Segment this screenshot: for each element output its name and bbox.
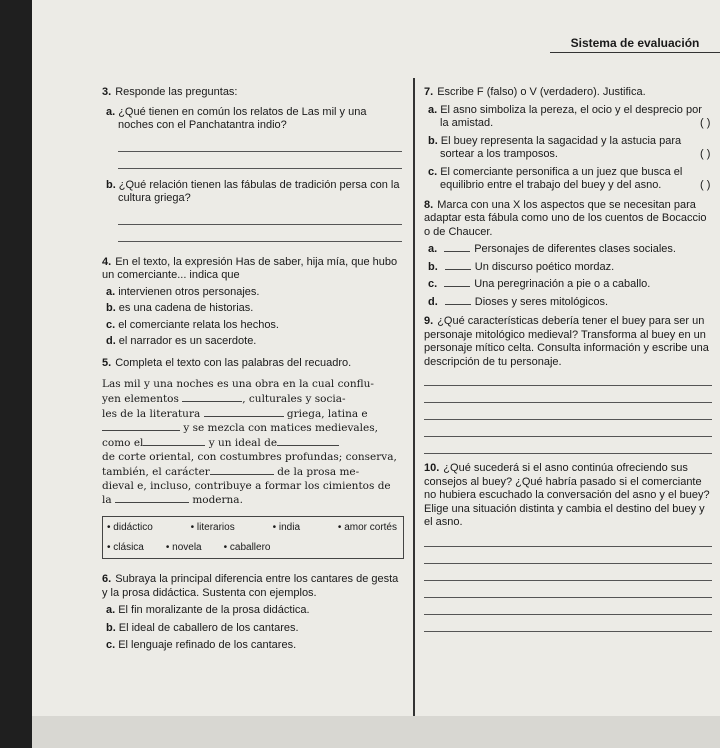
question-6: 6. Subraya la principal diferencia entre los cantares de gesta y la prosa didáctica. Sustenta con ejemplos. [102, 573, 399, 599]
column-divider [413, 78, 415, 718]
q7-item-c: c. El comerciante personifica a un juez que busca el equilibrio entre el trabajo del buey y del asno. ( ) [428, 165, 711, 191]
fill-blank[interactable] [204, 407, 284, 417]
word-bank-word: • caballero [224, 541, 271, 555]
q6-item-c: c. El lenguaje refinado de los cantares. [106, 639, 297, 652]
q4-option-d[interactable]: d. el narrador es un sacerdote. [106, 335, 257, 347]
fill-blank[interactable] [115, 493, 189, 503]
word-bank-row [103, 517, 403, 537]
q8-item-b: b. Un discurso poético mordaz. [428, 260, 615, 273]
answer-line[interactable] [424, 532, 712, 547]
answer-line[interactable] [424, 388, 712, 403]
answer-line[interactable] [424, 583, 712, 598]
page-header: Sistema de evaluación [550, 36, 720, 53]
q4-option-c[interactable]: c. el comerciante relata los hechos. [106, 318, 279, 331]
fill-blank[interactable] [182, 392, 242, 402]
question-8: 8. Marca con una X los aspectos que se necesitan para adaptar esta fábula como uno de los cuentos de Bocaccio o de Chaucer. [424, 198, 707, 238]
answer-line[interactable] [424, 617, 712, 632]
question-3: 3. Responde las preguntas: [102, 86, 238, 98]
word-bank-word: • novela [166, 541, 202, 555]
answer-line[interactable] [424, 371, 712, 386]
question-5: 5. Completa el texto con las palabras del recuadro. [102, 356, 352, 369]
mark-blank[interactable] [445, 260, 471, 270]
q7-item-a: a. El asno simboliza la pereza, el ocio y el desprecio por la amistad. ( ) [428, 103, 711, 129]
q3-item-a: a. ¿Qué tienen en común los relatos de Las mil y una noches con el Panchatantra indio? [106, 105, 367, 131]
mark-blank[interactable] [444, 242, 470, 252]
word-bank-word: • amor cortés [338, 521, 397, 535]
worksheet-page [32, 0, 720, 748]
word-bank-word: • didáctico [107, 521, 153, 535]
word-bank-row [103, 537, 403, 559]
question-9: 9. ¿Qué características debería tener el buey para ser un personaje mitológico medieval? Transforma al buey en un personaje mítico celta. Consulta información y escribe una descripción de tu personaje. [424, 315, 709, 368]
answer-line[interactable] [424, 566, 712, 581]
word-bank-word: • india [273, 521, 300, 535]
question-7: 7. Escribe F (falso) o V (verdadero). Justifica. [424, 86, 646, 98]
mark-blank[interactable] [445, 295, 471, 305]
q7-item-b: b. El buey representa la sagacidad y la astucia para sortear a los tramposos. ( ) [428, 134, 711, 160]
question-4: 4. En el texto, la expresión Has de saber, hija mía, que hubo un comerciante... indica que [102, 255, 398, 281]
fill-blank[interactable] [277, 436, 339, 446]
q4-option-b[interactable]: b. es una cadena de historias. [106, 302, 254, 314]
word-bank-word: • clásica [107, 541, 144, 555]
word-bank-word: • literarios [191, 521, 235, 535]
fill-blank[interactable] [102, 421, 180, 431]
fill-blank[interactable] [143, 436, 205, 446]
answer-line[interactable] [118, 227, 402, 242]
page-bottom-shadow [32, 716, 720, 748]
answer-line[interactable] [424, 439, 712, 454]
left-column [102, 86, 402, 653]
q8-item-a: a. Personajes de diferentes clases sociales. [428, 243, 676, 255]
answer-line[interactable] [118, 137, 402, 152]
cloze-paragraph: Las mil y una noches es una obra en la cual conflu- yen elementos , culturales y socia- les de la literatura griega, latina e y se mezcla con matices medievales, como el y un ideal de de corte oriental, con costumbres profundas; conserva, también, el carácter de la prosa me- dieval e, incluso, contribuye a formar los cimientos de la moderna. [102, 378, 397, 507]
q6-item-b: b. El ideal de caballero de los cantares. [106, 621, 299, 634]
mark-blank[interactable] [444, 277, 470, 287]
question-10: 10. ¿Qué sucederá si el asno continúa ofreciendo sus consejos al buey? ¿Qué habría pasado si el comerciante no hubiera escuchado la conversación del asno y el buey? Elige una situación distinta y cambia el destino del buey y el asno. [424, 462, 710, 528]
fill-blank[interactable] [210, 465, 274, 475]
word-bank [102, 516, 404, 559]
q8-item-d: d. Dioses y seres mitológicos. [428, 295, 609, 308]
answer-line[interactable] [118, 154, 402, 169]
answer-line[interactable] [424, 549, 712, 564]
q4-option-a[interactable]: a. intervienen otros personajes. [106, 285, 260, 298]
q3-item-b: b. ¿Qué relación tienen las fábulas de tradición persa con la cultura griega? [106, 178, 400, 204]
answer-line[interactable] [424, 422, 712, 437]
q8-item-c: c. Una peregrinación a pie o a caballo. [428, 278, 651, 290]
answer-line[interactable] [118, 210, 402, 225]
answer-line[interactable] [424, 405, 712, 420]
answer-line[interactable] [424, 600, 712, 615]
q6-item-a: a. El fin moralizante de la prosa didáctica. [106, 604, 310, 617]
right-column [424, 86, 712, 632]
